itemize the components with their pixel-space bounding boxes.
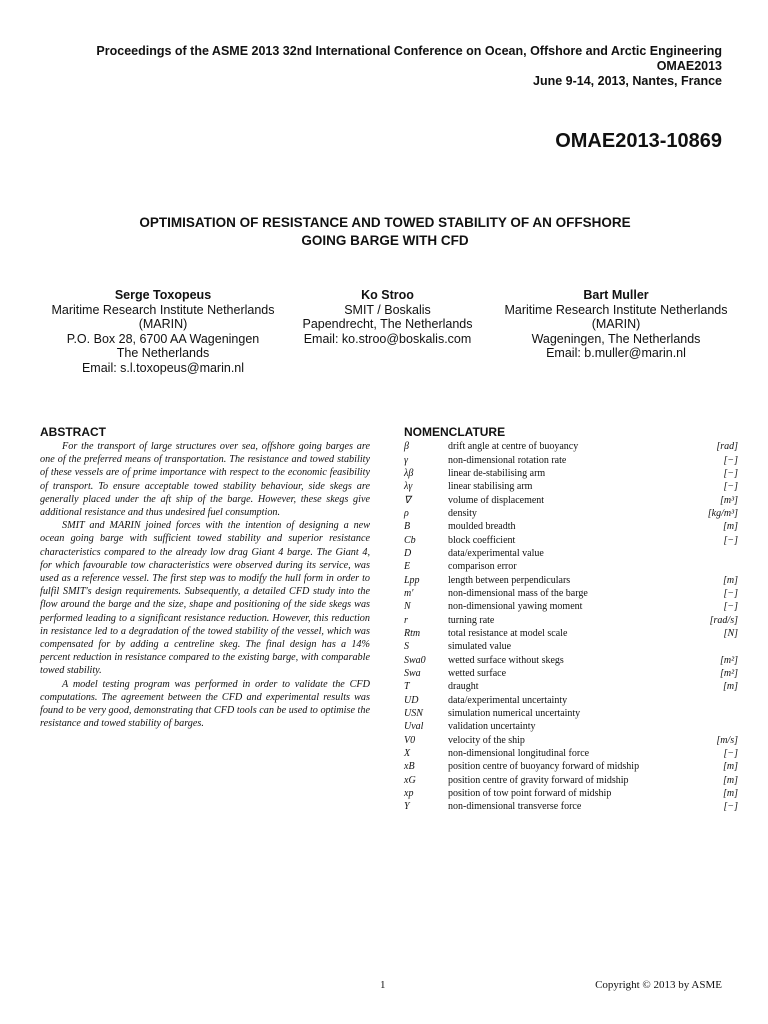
nomenclature-row — [404, 560, 738, 573]
nomenclature-symbol: S — [404, 641, 409, 653]
author-email: Email: ko.stroo@boskalis.com — [303, 331, 472, 346]
nomenclature-description: comparison error — [448, 561, 517, 573]
nomenclature-unit: [−] — [723, 467, 738, 479]
author-address: Wageningen, The Netherlands — [531, 331, 701, 346]
conference-header — [96, 44, 722, 89]
page-number: 1 — [380, 979, 386, 991]
nomenclature-unit: [−] — [723, 748, 738, 760]
nomenclature-row — [404, 600, 738, 613]
nomenclature-symbol: USN — [404, 708, 423, 720]
nomenclature-symbol: Cb — [404, 534, 416, 546]
author-block-1 — [32, 288, 294, 376]
paper-id: OMAE2013-10869 — [555, 130, 722, 152]
nomenclature-description: total resistance at model scale — [448, 627, 568, 639]
nomenclature-symbol: λγ — [404, 481, 413, 493]
nomenclature-symbol: UD — [404, 694, 419, 706]
nomenclature-unit: [m] — [722, 521, 738, 533]
author-affiliation: Maritime Research Institute Netherlands — [51, 302, 275, 317]
author-email: Email: b.muller@marin.nl — [546, 346, 686, 361]
nomenclature-description: validation uncertainty — [448, 721, 536, 733]
nomenclature-row — [404, 774, 738, 787]
abstract-paragraph: A model testing program was performed in order to validate the CFD computations. The agreement between the CFD and experimental results was found to be very good, demonstrating that CFD tools can be used to optimise the resistance and towed stability of barges. — [40, 678, 370, 730]
nomenclature-row — [404, 507, 738, 520]
nomenclature-description: drift angle at centre of buoyancy — [448, 441, 579, 453]
author-block-2 — [290, 288, 485, 346]
nomenclature-symbol: Rtm — [404, 627, 421, 639]
author-address: Papendrecht, The Netherlands — [302, 317, 473, 332]
abstract-paragraph: For the transport of large structures over sea, offshore going barges are one of the preferred means of transportation. The resistance and towed stability of these vessels are of prime importance with respect to the economic feasibility of transport. To ensure acceptable towed stability behaviour, side skegs are generally placed under the aft ship of the barge. However, these skegs give additional resistance and thus undesired fuel consumption. — [40, 441, 370, 519]
nomenclature-description: non-dimensional transverse force — [448, 801, 582, 813]
nomenclature-symbol: N — [404, 601, 411, 613]
nomenclature-description: block coefficient — [448, 534, 516, 546]
nomenclature-row — [404, 493, 738, 506]
author-affiliation: (MARIN) — [591, 317, 641, 332]
nomenclature-symbol: λβ — [404, 467, 414, 479]
nomenclature-description: linear stabilising arm — [448, 481, 533, 493]
nomenclature-row — [404, 467, 738, 480]
nomenclature-description: velocity of the ship — [448, 734, 525, 746]
nomenclature-description: simulated value — [448, 641, 512, 653]
nomenclature-unit: [−] — [723, 601, 738, 613]
nomenclature-unit: [kg/m³] — [707, 507, 738, 519]
nomenclature-symbol: m′ — [404, 587, 414, 599]
nomenclature-unit: [m] — [722, 788, 738, 800]
nomenclature-description: simulation numerical uncertainty — [448, 708, 581, 720]
nomenclature-row — [404, 694, 738, 707]
nomenclature-description: non-dimensional rotation rate — [448, 454, 567, 466]
nomenclature-symbol: Y — [404, 801, 410, 813]
nomenclature-row — [404, 707, 738, 720]
nomenclature-row — [404, 453, 738, 466]
nomenclature-unit: [−] — [723, 454, 738, 466]
nomenclature-description: volume of displacement — [448, 494, 545, 506]
nomenclature-symbol: T — [404, 681, 410, 693]
nomenclature-description: length between perpendiculars — [448, 574, 571, 586]
nomenclature-heading: NOMENCLATURE — [404, 425, 506, 439]
nomenclature-row — [404, 440, 738, 453]
author-name: Ko Stroo — [361, 288, 414, 302]
nomenclature-unit: [N] — [723, 627, 738, 639]
nomenclature-row — [404, 480, 738, 493]
abstract-paragraph: SMIT and MARIN joined forces with the intention of designing a new ocean going barge with sufficient towed stability and superior resistance characteristics compared to the already low drag Giant 4 barge. The Giant 4, for which favourable tow characteristics were observed during its service, was used as a reference vessel. The first step was to modify the hull form in order to fulfil SMIT's design requirements. Subsequently, a detailed CFD study into the flow around the barge and the size, shape and positioning of the side skegs was performed leading to a significant resistance reduction. However, this reduction in resistance led to a degradation of the towed stability of the vessel, which was compensated for by adding a centreline skeg. The final design has a 14% percent reduction in resistance compared to the existing barge, with comparable towed stability. — [40, 520, 370, 677]
nomenclature-unit: [m²] — [719, 654, 738, 666]
copyright-notice: Copyright © 2013 by ASME — [595, 979, 722, 991]
nomenclature-description: moulded breadth — [448, 521, 516, 533]
nomenclature-row — [404, 734, 738, 747]
nomenclature-description: data/experimental value — [448, 547, 544, 559]
nomenclature-row — [404, 520, 738, 533]
nomenclature-unit: [m/s] — [716, 734, 738, 746]
nomenclature-description: non-dimensional mass of the barge — [448, 587, 588, 599]
nomenclature-description: wetted surface — [448, 668, 507, 680]
conference-acronym: OMAE2013 — [656, 59, 722, 73]
nomenclature-unit: [rad] — [716, 441, 738, 453]
nomenclature-row — [404, 613, 738, 626]
abstract-body — [40, 440, 370, 730]
nomenclature-row — [404, 654, 738, 667]
nomenclature-description: position of tow point forward of midship — [448, 788, 612, 800]
nomenclature-row — [404, 587, 738, 600]
nomenclature-row — [404, 573, 738, 586]
author-email: Email: s.l.toxopeus@marin.nl — [81, 360, 245, 375]
nomenclature-description: data/experimental uncertainty — [448, 694, 568, 706]
nomenclature-description: non-dimensional longitudinal force — [448, 748, 590, 760]
author-name: Serge Toxopeus — [114, 288, 212, 302]
nomenclature-symbol: xp — [404, 788, 414, 800]
nomenclature-row — [404, 667, 738, 680]
nomenclature-description: wetted surface without skegs — [448, 654, 564, 666]
author-block-3 — [488, 288, 744, 361]
nomenclature-row — [404, 787, 738, 800]
nomenclature-unit: [m] — [722, 681, 738, 693]
nomenclature-row — [404, 533, 738, 546]
nomenclature-unit: [m²] — [719, 668, 738, 680]
nomenclature-symbol: Swa — [404, 668, 421, 680]
abstract-heading: ABSTRACT — [40, 425, 106, 439]
nomenclature-unit: [m] — [722, 761, 738, 773]
nomenclature-row — [404, 760, 738, 773]
nomenclature-row — [404, 747, 738, 760]
title-line-2: GOING BARGE WITH CFD — [301, 233, 469, 248]
nomenclature-symbol: ∇ — [404, 494, 411, 506]
nomenclature-symbol: xG — [404, 774, 416, 786]
author-affiliation: SMIT / Boskalis — [344, 302, 431, 317]
nomenclature-row — [404, 680, 738, 693]
nomenclature-unit: [m] — [722, 774, 738, 786]
nomenclature-description: turning rate — [448, 614, 495, 626]
author-country: The Netherlands — [116, 346, 210, 361]
nomenclature-symbol: Lpp — [404, 574, 420, 586]
nomenclature-symbol: B — [404, 521, 411, 533]
nomenclature-row — [404, 547, 738, 560]
nomenclature-symbol: r — [404, 614, 408, 626]
nomenclature-symbol: E — [404, 561, 411, 573]
author-affiliation: (MARIN) — [138, 317, 188, 332]
title-line-1: OPTIMISATION OF RESISTANCE AND TOWED STABILITY OF AN OFFSHORE — [139, 215, 631, 230]
nomenclature-description: density — [448, 507, 477, 519]
nomenclature-symbol: V0 — [404, 734, 416, 746]
nomenclature-symbol: β — [404, 441, 409, 453]
nomenclature-row — [404, 800, 738, 813]
nomenclature-row — [404, 627, 738, 640]
nomenclature-list — [404, 440, 738, 814]
conference-date-location: June 9-14, 2013, Nantes, France — [533, 74, 722, 88]
nomenclature-unit: [−] — [723, 587, 738, 599]
nomenclature-unit: [−] — [723, 534, 738, 546]
paper-title — [60, 214, 710, 250]
nomenclature-symbol: xB — [404, 761, 415, 773]
nomenclature-unit: [−] — [723, 481, 738, 493]
nomenclature-symbol: X — [404, 748, 411, 760]
author-affiliation: Maritime Research Institute Netherlands — [504, 302, 728, 317]
nomenclature-description: position centre of buoyancy forward of midship — [448, 761, 640, 773]
conference-name: Proceedings of the ASME 2013 32nd International Conference on Ocean, Offshore and Arctic Engineering — [96, 44, 722, 58]
nomenclature-description: position centre of gravity forward of midship — [448, 774, 629, 786]
nomenclature-description: linear de-stabilising arm — [448, 467, 546, 479]
nomenclature-unit: [m³] — [719, 494, 738, 506]
nomenclature-unit: [rad/s] — [709, 614, 738, 626]
nomenclature-symbol: ρ — [404, 507, 409, 519]
nomenclature-unit: [−] — [723, 801, 738, 813]
nomenclature-row — [404, 640, 738, 653]
nomenclature-symbol: γ — [404, 454, 408, 466]
nomenclature-description: non-dimensional yawing moment — [448, 601, 583, 613]
nomenclature-row — [404, 720, 738, 733]
author-name: Bart Muller — [583, 288, 649, 302]
nomenclature-description: draught — [448, 681, 479, 693]
nomenclature-unit: [m] — [722, 574, 738, 586]
nomenclature-symbol: Uval — [404, 721, 424, 733]
nomenclature-symbol: D — [404, 547, 412, 559]
author-address: P.O. Box 28, 6700 AA Wageningen — [66, 331, 260, 346]
nomenclature-symbol: Swa0 — [404, 654, 426, 666]
